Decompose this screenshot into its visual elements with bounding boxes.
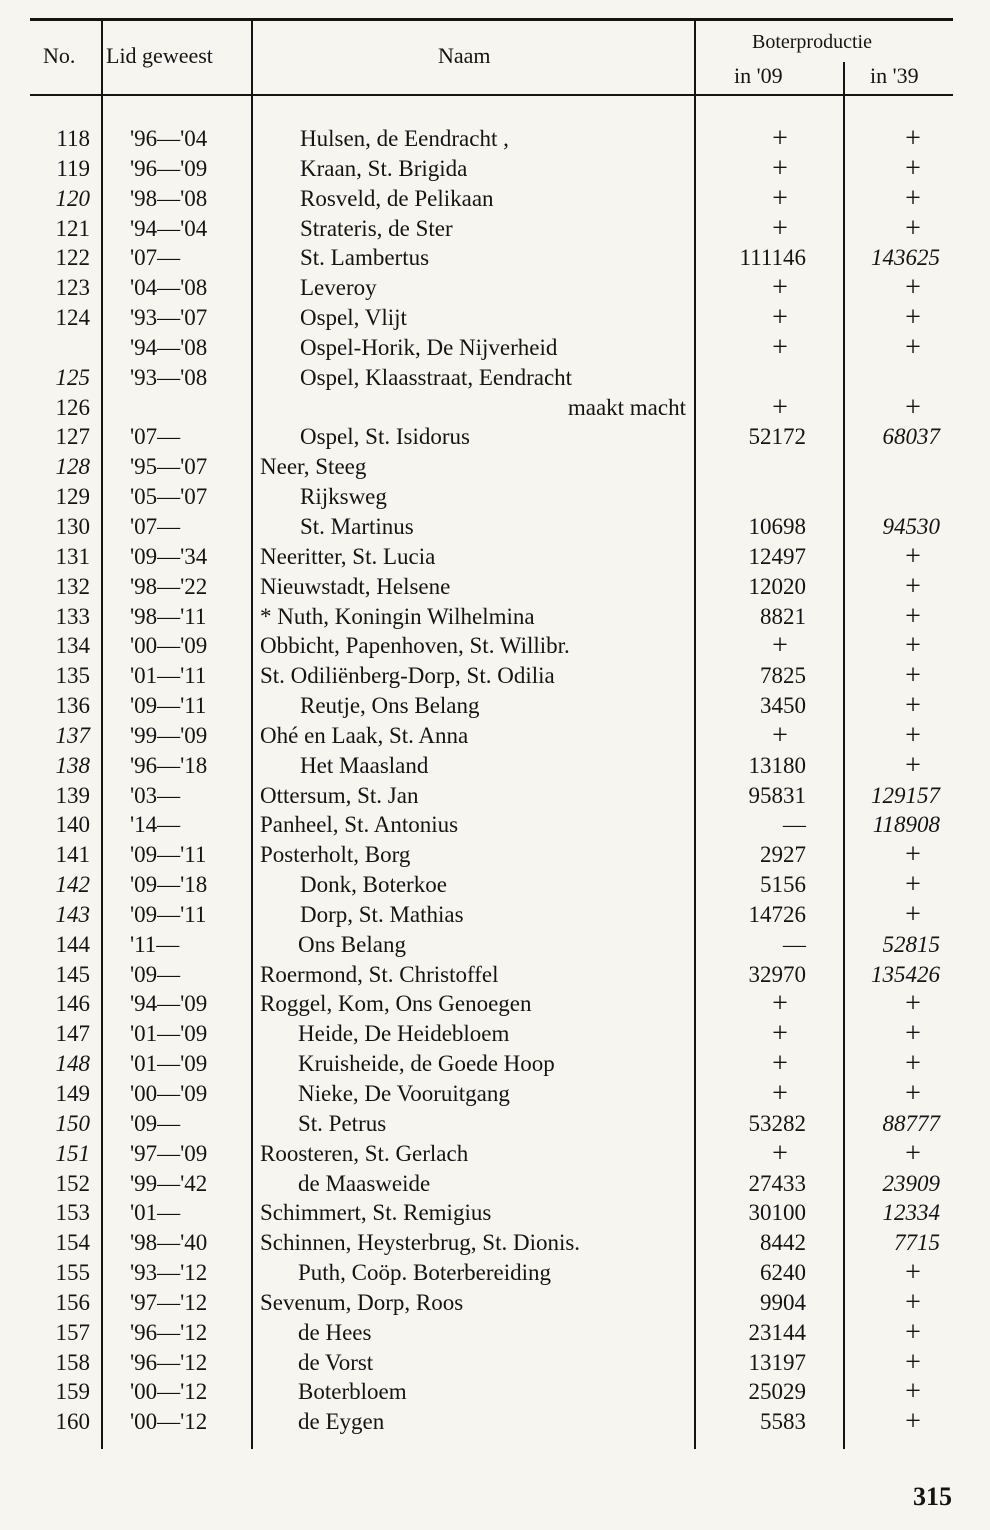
butter-production-1939: 118908 [872,812,940,838]
table-row [0,1318,990,1348]
cooperative-name: Ohé en Laak, St. Anna [260,722,469,748]
cooperative-name: de Vorst [298,1349,374,1375]
butter-production-1909: + [772,1078,788,1109]
row-number: 137 [55,722,90,748]
member-period: '00—'12 [130,1379,208,1405]
row-number: 124 [55,305,90,331]
member-period: '95—'07 [130,454,208,480]
row-number: 151 [55,1140,90,1166]
cooperative-name: Leveroy [300,275,377,301]
table-row [0,482,990,512]
cooperative-name: Nieke, De Vooruitgang [298,1081,510,1106]
table-row [0,751,990,781]
butter-production-1939: + [905,1257,921,1289]
butter-production-1909: 8442 [760,1230,806,1256]
member-period: '99—'42 [130,1170,208,1196]
member-period: '98—'22 [130,573,208,599]
butter-production-1939: + [905,898,921,930]
butter-production-1909: 23144 [748,1319,806,1345]
row-number: 120 [55,185,90,211]
cooperative-name: St. Martinus [300,513,414,539]
butter-production-1939: + [905,660,921,692]
member-period: '11— [130,931,180,957]
butter-production-1939: + [905,1078,921,1109]
cooperative-name: Schinnen, Heysterbrug, St. Dionis. [260,1230,581,1256]
butter-production-1909: 14726 [748,901,806,927]
table-row [0,721,990,751]
member-period: '14— [130,812,181,838]
table-row [0,810,990,840]
table-row [0,1348,990,1378]
butter-production-1909: + [772,391,788,423]
butter-production-1909: + [772,302,788,334]
butter-production-1909: + [772,1018,788,1050]
member-period: '09—'34 [130,543,208,569]
table-row [0,989,990,1019]
member-period: '96—'09 [130,155,208,181]
cooperative-name: Het Maasland [300,752,429,778]
butter-production-1909: 30100 [748,1200,806,1226]
member-period: '97—'09 [130,1140,208,1166]
member-period: '98—'40 [130,1230,208,1256]
cooperative-name: Heide, De Heidebloem [298,1021,510,1047]
row-number: 149 [55,1081,90,1106]
member-period: '01— [130,1200,181,1226]
butter-production-1939: + [905,1018,921,1050]
row-number: 119 [56,155,90,181]
butter-production-1909: 13197 [748,1349,806,1375]
row-number: 138 [55,752,90,778]
butter-production-1909: 95831 [748,782,806,808]
butter-production-1939: + [905,1286,921,1318]
table-row [0,572,990,602]
table-row [0,154,990,184]
butter-production-1939: + [905,690,921,722]
butter-production-1909: 12497 [748,543,806,569]
cooperative-name: Neeritter, St. Lucia [260,543,436,569]
table-row [0,661,990,691]
table-row [0,512,990,542]
butter-production-1939: 94530 [882,513,940,539]
butter-production-1939: 7715 [894,1230,940,1256]
row-number: 150 [55,1110,90,1136]
cooperative-name: Rijksweg [300,484,387,510]
cooperative-name: Nieuwstadt, Helsene [260,573,451,599]
butter-production-1939: 12334 [882,1200,940,1226]
row-number: 136 [55,693,90,719]
member-period: '00—'09 [130,633,208,659]
butter-production-1939: + [905,1316,921,1348]
member-period: '98—'08 [130,185,208,211]
cooperative-name: Schimmert, St. Remigius [260,1200,492,1226]
table-row [0,960,990,990]
top-rule [30,18,953,21]
butter-production-1939: + [905,1346,921,1378]
member-period: '07— [130,424,181,450]
butter-production-1939: + [905,839,921,871]
table-row [0,393,990,423]
table-row [0,900,990,930]
row-number: 144 [55,931,90,957]
table-row [0,1169,990,1199]
cooperative-name: Sevenum, Dorp, Roos [260,1289,464,1315]
cooperative-name: Boterbloem [298,1379,407,1405]
butter-production-1909: 7825 [760,663,806,689]
butter-production-1939: + [905,123,921,154]
member-period: '98—'11 [130,603,207,629]
table-row [0,1407,990,1437]
cooperative-name: Ospel, Klaasstraat, Eendracht [300,364,573,390]
butter-production-1909: 6240 [760,1260,806,1286]
row-number: 125 [55,364,90,390]
member-period: '01—'09 [130,1021,208,1047]
butter-production-1909: + [772,331,788,363]
table-body [0,124,990,1437]
butter-production-1909: + [772,630,788,662]
row-number: 160 [55,1409,90,1435]
row-number: 154 [55,1230,90,1256]
header-naam: Naam [438,43,491,68]
cooperative-name: * Nuth, Koningin Wilhelmina [260,603,535,629]
butter-production-1909: — [783,931,806,957]
row-number: 159 [55,1379,90,1405]
butter-production-1939: + [905,1406,921,1438]
cooperative-name: St. Lambertus [300,245,430,271]
row-number: 135 [55,663,90,689]
row-number: 148 [55,1051,90,1077]
butter-production-1909: + [772,1137,788,1169]
member-period: '00—'12 [130,1409,208,1435]
butter-production-1939: + [905,869,921,901]
butter-production-1909: + [772,123,788,154]
row-number: 140 [55,812,90,838]
butter-production-1909: 5156 [760,872,806,898]
butter-production-1939: 135426 [871,961,940,987]
row-number: 126 [55,394,90,420]
butter-production-1909: 27433 [748,1170,806,1196]
table-row [0,840,990,870]
member-period: '07— [130,513,181,539]
table-row [0,691,990,721]
member-period: '04—'08 [130,275,208,301]
butter-production-1939: + [905,600,921,632]
cooperative-name: Dorp, St. Mathias [300,901,464,927]
member-period: '96—'04 [130,126,208,151]
butter-production-1909: 111146 [739,245,806,271]
member-period: '01—'11 [130,663,207,689]
table-row [0,781,990,811]
member-period: '94—'09 [130,991,208,1017]
table-row [0,602,990,632]
member-period: '96—'12 [130,1349,208,1375]
butter-production-1939: 88777 [882,1110,940,1136]
member-period: '03— [130,782,181,808]
table-row [0,363,990,393]
member-period: '05—'07 [130,484,208,510]
header-in-39: in '39 [870,63,919,88]
table-row [0,273,990,303]
member-period: '94—'04 [130,215,208,241]
header-in-09: in '09 [734,63,783,88]
butter-production-1909: + [772,212,788,244]
member-period: '01—'09 [130,1051,208,1077]
butter-production-1939: + [905,152,921,184]
member-period: '07— [130,245,181,271]
row-number: 128 [55,454,90,480]
row-number: 130 [55,513,90,539]
cooperative-name: Posterholt, Borg [260,842,411,868]
member-period: '09—'11 [130,901,207,927]
table-row [0,333,990,363]
header-rule [30,94,953,96]
cooperative-name: St. Odiliënberg-Dorp, St. Odilia [260,663,555,689]
butter-production-1909: + [772,988,788,1020]
row-number: 146 [55,991,90,1017]
table-row [0,303,990,333]
butter-production-1939: + [905,182,921,214]
row-number: 157 [55,1319,90,1345]
cooperative-name: Donk, Boterkoe [300,872,447,898]
header-lid-geweest: Lid geweest [106,43,213,68]
butter-production-1909: + [772,719,788,751]
page-number: 315 [913,1482,952,1511]
butter-production-1909: 12020 [748,573,806,599]
row-number: 129 [55,484,90,510]
butter-production-1939: + [905,272,921,304]
table-row [0,124,990,154]
cooperative-name: Neer, Steeg [260,454,367,480]
table-row [0,930,990,960]
cooperative-name: Roosteren, St. Gerlach [260,1140,469,1166]
table-row [0,1109,990,1139]
butter-production-1939: + [905,391,921,423]
cooperative-name: Kraan, St. Brigida [300,155,468,181]
header-no: No. [43,43,76,68]
butter-production-1909: + [772,1048,788,1080]
butter-production-1939: + [905,1048,921,1080]
row-number: 156 [55,1289,90,1315]
member-period: '94—'08 [130,334,208,360]
butter-production-1909: 8821 [760,603,806,629]
cooperative-name: Panheel, St. Antonius [260,812,459,838]
butter-production-1939: 68037 [882,424,940,450]
cooperative-name: St. Petrus [298,1110,387,1136]
butter-production-1939: + [905,749,921,781]
butter-production-1909: 25029 [748,1379,806,1405]
row-number: 118 [56,126,90,151]
row-number: 132 [55,573,90,599]
cooperative-name: Puth, Coöp. Boterbereiding [298,1260,551,1286]
row-number: 139 [55,782,90,808]
member-period: '93—'12 [130,1260,208,1286]
row-number: 122 [55,245,90,271]
cooperative-name: Kruisheide, de Goede Hoop [298,1051,555,1077]
row-number: 134 [55,633,90,659]
row-number: 127 [55,424,90,450]
table-row [0,1228,990,1258]
cooperative-name: Rosveld, de Pelikaan [300,185,494,211]
butter-production-1939: 52815 [882,931,940,957]
row-number: 153 [55,1200,90,1226]
member-period: '99—'09 [130,722,208,748]
butter-production-1939: + [905,719,921,751]
butter-production-1909: 13180 [748,752,806,778]
butter-production-1909: 53282 [748,1110,806,1136]
butter-production-1939: + [905,1376,921,1408]
header-boterproductie: Boterproductie [752,31,872,53]
butter-production-1909: 3450 [760,693,806,719]
member-period: '09—'18 [130,872,208,898]
table-row [0,1377,990,1407]
table-row [0,631,990,661]
table-row [0,422,990,452]
row-number: 143 [55,901,90,927]
member-period: '96—'18 [130,752,208,778]
table-row [0,542,990,572]
member-period: '00—'09 [130,1081,208,1106]
butter-production-1939: + [905,212,921,244]
row-number: 123 [55,275,90,301]
butter-production-1939: 23909 [882,1170,940,1196]
butter-production-1909: + [772,152,788,184]
butter-production-1909: 5583 [760,1409,806,1435]
member-period: '09—'11 [130,842,207,868]
row-number: 142 [55,872,90,898]
butter-production-1909: 52172 [748,424,806,450]
butter-production-1939: 143625 [871,245,940,271]
row-number: 155 [55,1260,90,1286]
butter-production-1909: + [772,272,788,304]
cooperative-name: Ospel, Vlijt [300,305,407,331]
butter-production-1939: 129157 [871,782,940,808]
cooperative-name: de Eygen [298,1409,385,1435]
butter-production-1909: 10698 [748,513,806,539]
butter-production-1939: + [905,540,921,572]
butter-production-1909: + [772,182,788,214]
cooperative-name: Ospel-Horik, De Nijverheid [300,334,558,360]
table-row [0,243,990,273]
cooperative-name: Strateris, de Ster [300,215,453,241]
butter-production-1939: + [905,630,921,662]
table-row [0,184,990,214]
row-number: 121 [55,215,90,241]
table-row [0,452,990,482]
cooperative-name: Reutje, Ons Belang [300,693,480,719]
butter-production-1939: + [905,302,921,334]
member-period: '09—'11 [130,693,207,719]
row-number: 133 [55,603,90,629]
table-row [0,1079,990,1109]
butter-production-1909: 32970 [748,961,806,987]
table-row [0,214,990,244]
butter-production-1939: + [905,331,921,363]
table-row [0,1288,990,1318]
row-number: 158 [55,1349,90,1375]
cooperative-name: Obbicht, Papenhoven, St. Willibr. [260,633,570,659]
cooperative-name: de Maasweide [298,1170,431,1196]
table-row [0,1019,990,1049]
butter-production-1909: 2927 [760,842,806,868]
butter-production-1939: + [905,570,921,602]
table-row [0,870,990,900]
cooperative-name: Hulsen, de Eendracht , [300,126,509,151]
row-number: 131 [55,543,90,569]
member-period: '93—'07 [130,305,208,331]
member-period: '97—'12 [130,1289,208,1315]
row-number: 141 [55,842,90,868]
butter-production-1939: + [905,1137,921,1169]
butter-production-1939: + [905,988,921,1020]
table-row [0,1198,990,1228]
member-period: '93—'08 [130,364,208,390]
cooperative-name: Ons Belang [298,931,406,957]
butter-production-1909: 9904 [760,1289,806,1315]
member-period: '96—'12 [130,1319,208,1345]
cooperative-name: Roggel, Kom, Ons Genoegen [260,991,532,1017]
row-number: 147 [55,1021,90,1047]
row-number: 145 [55,961,90,987]
member-period: '09— [130,1110,181,1136]
cooperative-name: Ospel, St. Isidorus [300,424,470,450]
cooperative-name: de Hees [298,1319,372,1345]
butter-production-1909: — [783,812,806,838]
cooperative-name: Ottersum, St. Jan [260,782,419,808]
row-number: 152 [55,1170,90,1196]
cooperative-name: Roermond, St. Christoffel [260,961,499,987]
table-row [0,1049,990,1079]
member-period: '09— [130,961,181,987]
table-row [0,1139,990,1169]
cooperative-name: maakt macht [567,394,686,420]
table-row [0,1258,990,1288]
